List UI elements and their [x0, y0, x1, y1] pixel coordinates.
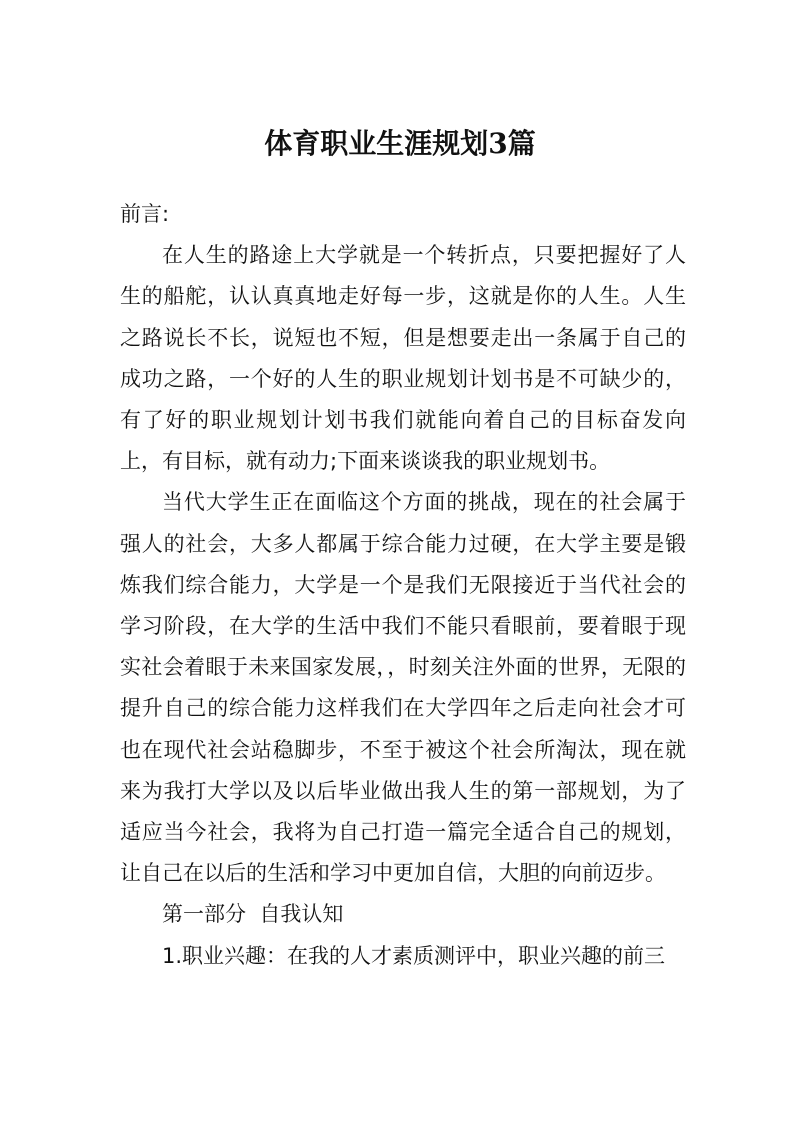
document-body — [120, 194, 686, 977]
section-heading: 第一部分 自我认知 — [162, 902, 344, 927]
paragraph-challenge: 当代大学生正在面临这个方面的挑战，现在的社会属于强人的社会，大多人都属于综合能力过硬，在大学主要是锻炼我们综合能力，大学是一个是我们无限接近于当代社会的学习阶段，在大学的生活中我们不能只看眼前，要着眼于现实社会着眼于未来国家发展，，时刻关注外面的世界，无限的提升自己的综合能力这样我们在大学四年之后走向社会才可也在现代社会站稳脚步，不至于被这个社会所淘汰，现在就来为我打大学以及以后毕业做出我人生的第一部规划，为了适应当今社会，我将为自己打造一篇完全适合自己的规划，让自己在以后的生活和学习中更加自信，大胆的向前迈步。 — [120, 490, 686, 886]
paragraph-intro: 在人生的路途上大学就是一个转折点，只要把握好了人生的船舵，认认真真地走好每一步，这就是你的人生。人生之路说长不长，说短也不短，但是想要走出一条属于自己的成功之路，一个好的人生的职业规划计划书是不可缺少的，有了好的职业规划计划书我们就能向着自己的目标奋发向上，有目标，就有动力;下面来谈谈我的职业规划书。 — [120, 243, 686, 474]
document-title: 体育职业生涯规划3篇 — [264, 127, 536, 160]
preface-label: 前言: — [120, 202, 170, 226]
list-item-career-interest: 1.职业兴趣：在我的人才素质测评中，职业兴趣的前三 — [162, 943, 666, 968]
